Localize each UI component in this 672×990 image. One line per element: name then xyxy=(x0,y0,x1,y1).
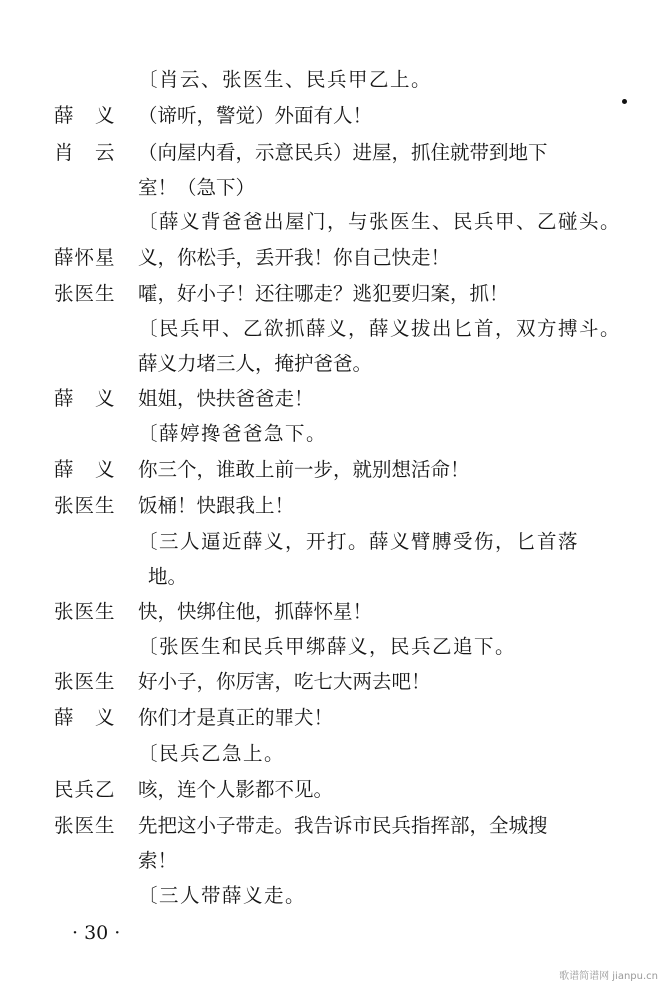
stage-direction: 〔薛婷搀爸爸急下。 xyxy=(138,422,328,445)
stage-direction: 〔民兵甲、乙欲抓薛义，薛义拔出匕首，双方搏斗。 xyxy=(138,317,622,340)
dialogue-line: 先把这小子带走。我告诉市民兵指挥部，全城搜 xyxy=(138,814,548,837)
ink-dot xyxy=(622,99,627,104)
dialogue-line: （谛听，警觉）外面有人！ xyxy=(138,104,373,127)
page-number: · 30 · xyxy=(72,922,121,944)
dialogue-line: 姐姐，快扶爸爸走！ xyxy=(138,387,314,410)
dialogue-line: 好小子，你厉害，吃七大两去吧！ xyxy=(138,670,431,693)
stage-direction: 〔民兵乙急上。 xyxy=(138,742,286,765)
dialogue-line: 你们才是真正的罪犬！ xyxy=(138,706,334,729)
dialogue-line: 你三个，谁敢上前一步，就别想活命！ xyxy=(138,458,470,481)
dialogue-line-continued: 室！（急下） xyxy=(138,176,256,199)
watermark: 歌谱简谱网 jianpu.cn xyxy=(559,971,658,982)
stage-direction-continued: 地。 xyxy=(148,565,188,588)
speaker-name: 张医生 xyxy=(54,600,116,623)
speaker-name: 张医生 xyxy=(54,494,116,517)
dialogue-line: 嚯，好小子！还往哪走？逃犯要归案，抓！ xyxy=(138,282,509,305)
speaker-name: 张医生 xyxy=(54,670,116,693)
speaker-name: 薛 义 xyxy=(54,104,116,127)
speaker-name: 张医生 xyxy=(54,282,116,305)
stage-direction: 〔肖云、张医生、民兵甲乙上。 xyxy=(138,68,433,91)
stage-direction: 〔三人带薛义走。 xyxy=(138,884,307,907)
dialogue-line: 义，你松手，丢开我！你自己快走！ xyxy=(138,246,451,269)
stage-direction: 〔薛义背爸爸出屋门，与张医生、民兵甲、乙碰头。 xyxy=(138,210,622,233)
dialogue-line-continued: 索！ xyxy=(138,849,178,872)
speaker-name: 薛 义 xyxy=(54,458,116,481)
speaker-name: 薛怀星 xyxy=(54,246,116,269)
dialogue-line: 咳，连个人影都不见。 xyxy=(138,778,334,801)
dialogue-line: 快，快绑住他，抓薛怀星！ xyxy=(138,600,373,623)
dialogue-line: 饭桶！快跟我上！ xyxy=(138,494,295,517)
speaker-name: 薛 义 xyxy=(54,706,116,729)
dialogue-line: （向屋内看，示意民兵）进屋，抓住就带到地下 xyxy=(138,141,548,164)
stage-direction: 〔三人逼近薛义，开打。薛义臂膊受伤，匕首落 xyxy=(138,530,580,553)
speaker-name: 张医生 xyxy=(54,814,116,837)
stage-direction-continued: 薛义力堵三人，掩护爸爸。 xyxy=(138,352,373,375)
stage-direction: 〔张医生和民兵甲绑薛义，民兵乙追下。 xyxy=(138,635,517,658)
speaker-name: 薛 义 xyxy=(54,387,116,410)
speaker-name: 肖 云 xyxy=(54,141,116,164)
speaker-name: 民兵乙 xyxy=(54,778,116,801)
